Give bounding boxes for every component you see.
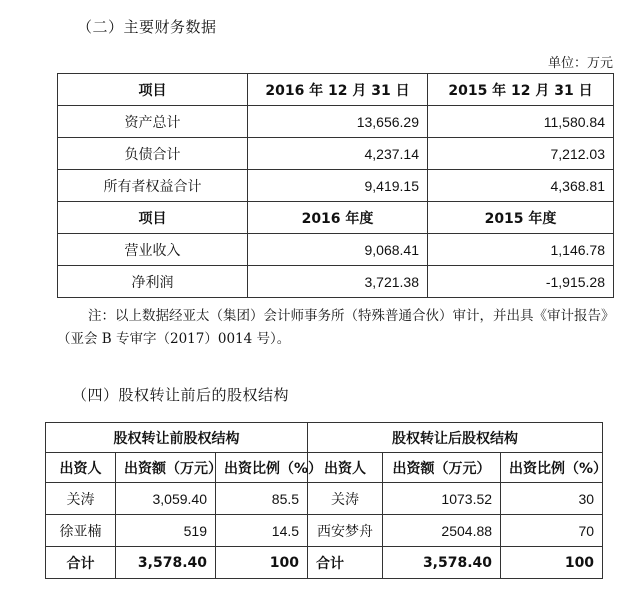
table-row bbox=[58, 138, 614, 170]
total-ratio: 100 bbox=[216, 547, 308, 579]
value-2016: 4,237.14 bbox=[248, 138, 428, 170]
header-item: 项目 bbox=[58, 74, 248, 106]
amount: 1073.52 bbox=[383, 483, 501, 515]
table-row bbox=[46, 483, 603, 515]
row-label: 资产总计 bbox=[58, 106, 248, 138]
unit-label: 单位：万元 bbox=[547, 56, 613, 71]
header-item: 项目 bbox=[58, 202, 248, 234]
row-label: 营业收入 bbox=[58, 234, 248, 266]
table-row bbox=[58, 266, 614, 298]
equity-structure-table bbox=[45, 422, 608, 579]
before-transfer-title: 股权转让前股权结构 bbox=[46, 423, 308, 453]
table-row bbox=[58, 106, 614, 138]
row-label: 所有者权益合计 bbox=[58, 170, 248, 202]
value-2016: 9,068.41 bbox=[248, 234, 428, 266]
value-2015: 7,212.03 bbox=[428, 138, 614, 170]
total-amount: 3,578.40 bbox=[116, 547, 216, 579]
header-2015: 2015 年 12 月 31 日 bbox=[428, 74, 614, 106]
row-label: 负债合计 bbox=[58, 138, 248, 170]
section-heading-financial: （二）主要财务数据 bbox=[77, 18, 217, 36]
col-amount: 出资额（万元） bbox=[383, 453, 501, 483]
ratio: 30 bbox=[501, 483, 603, 515]
investor-name: 关涛 bbox=[46, 483, 116, 515]
table-header-row bbox=[58, 202, 614, 234]
audit-note: 注：以上数据经亚太（集团）会计师事务所（特殊普通合伙）审计，并出具《审计报告》（亚会 B 专审字（2017）0014 号）。 bbox=[57, 308, 615, 347]
value-2015: 11,580.84 bbox=[428, 106, 614, 138]
value-2016: 9,419.15 bbox=[248, 170, 428, 202]
investor-name: 关涛 bbox=[308, 483, 383, 515]
table-header-row bbox=[46, 423, 603, 453]
value-2015: -1,915.28 bbox=[428, 266, 614, 298]
amount: 3,059.40 bbox=[116, 483, 216, 515]
table-row bbox=[58, 170, 614, 202]
col-investor: 出资人 bbox=[46, 453, 116, 483]
table-header-row bbox=[58, 74, 614, 106]
col-amount: 出资额（万元） bbox=[116, 453, 216, 483]
amount: 2504.88 bbox=[383, 515, 501, 547]
value-2016: 3,721.38 bbox=[248, 266, 428, 298]
value-2015: 1,146.78 bbox=[428, 234, 614, 266]
row-label: 净利润 bbox=[58, 266, 248, 298]
ratio: 85.5 bbox=[216, 483, 308, 515]
value-2016: 13,656.29 bbox=[248, 106, 428, 138]
total-amount: 3,578.40 bbox=[383, 547, 501, 579]
financial-data-table bbox=[57, 73, 614, 298]
amount: 519 bbox=[116, 515, 216, 547]
ratio: 70 bbox=[501, 515, 603, 547]
table-row bbox=[58, 234, 614, 266]
after-transfer-title: 股权转让后股权结构 bbox=[308, 423, 603, 453]
header-2016-year: 2016 年度 bbox=[248, 202, 428, 234]
value-2015: 4,368.81 bbox=[428, 170, 614, 202]
column-header-row bbox=[46, 453, 603, 483]
investor-name: 徐亚楠 bbox=[46, 515, 116, 547]
header-2015-year: 2015 年度 bbox=[428, 202, 614, 234]
investor-name: 西安梦舟 bbox=[308, 515, 383, 547]
header-2016: 2016 年 12 月 31 日 bbox=[248, 74, 428, 106]
table-row bbox=[46, 515, 603, 547]
section-heading-equity: （四）股权转让前后的股权结构 bbox=[72, 386, 290, 404]
col-ratio: 出资比例（%） bbox=[216, 453, 308, 483]
total-label: 合计 bbox=[46, 547, 116, 579]
col-ratio: 出资比例（%） bbox=[501, 453, 603, 483]
total-label: 合计 bbox=[308, 547, 383, 579]
total-ratio: 100 bbox=[501, 547, 603, 579]
col-investor: 出资人 bbox=[308, 453, 383, 483]
total-row bbox=[46, 547, 603, 579]
ratio: 14.5 bbox=[216, 515, 308, 547]
